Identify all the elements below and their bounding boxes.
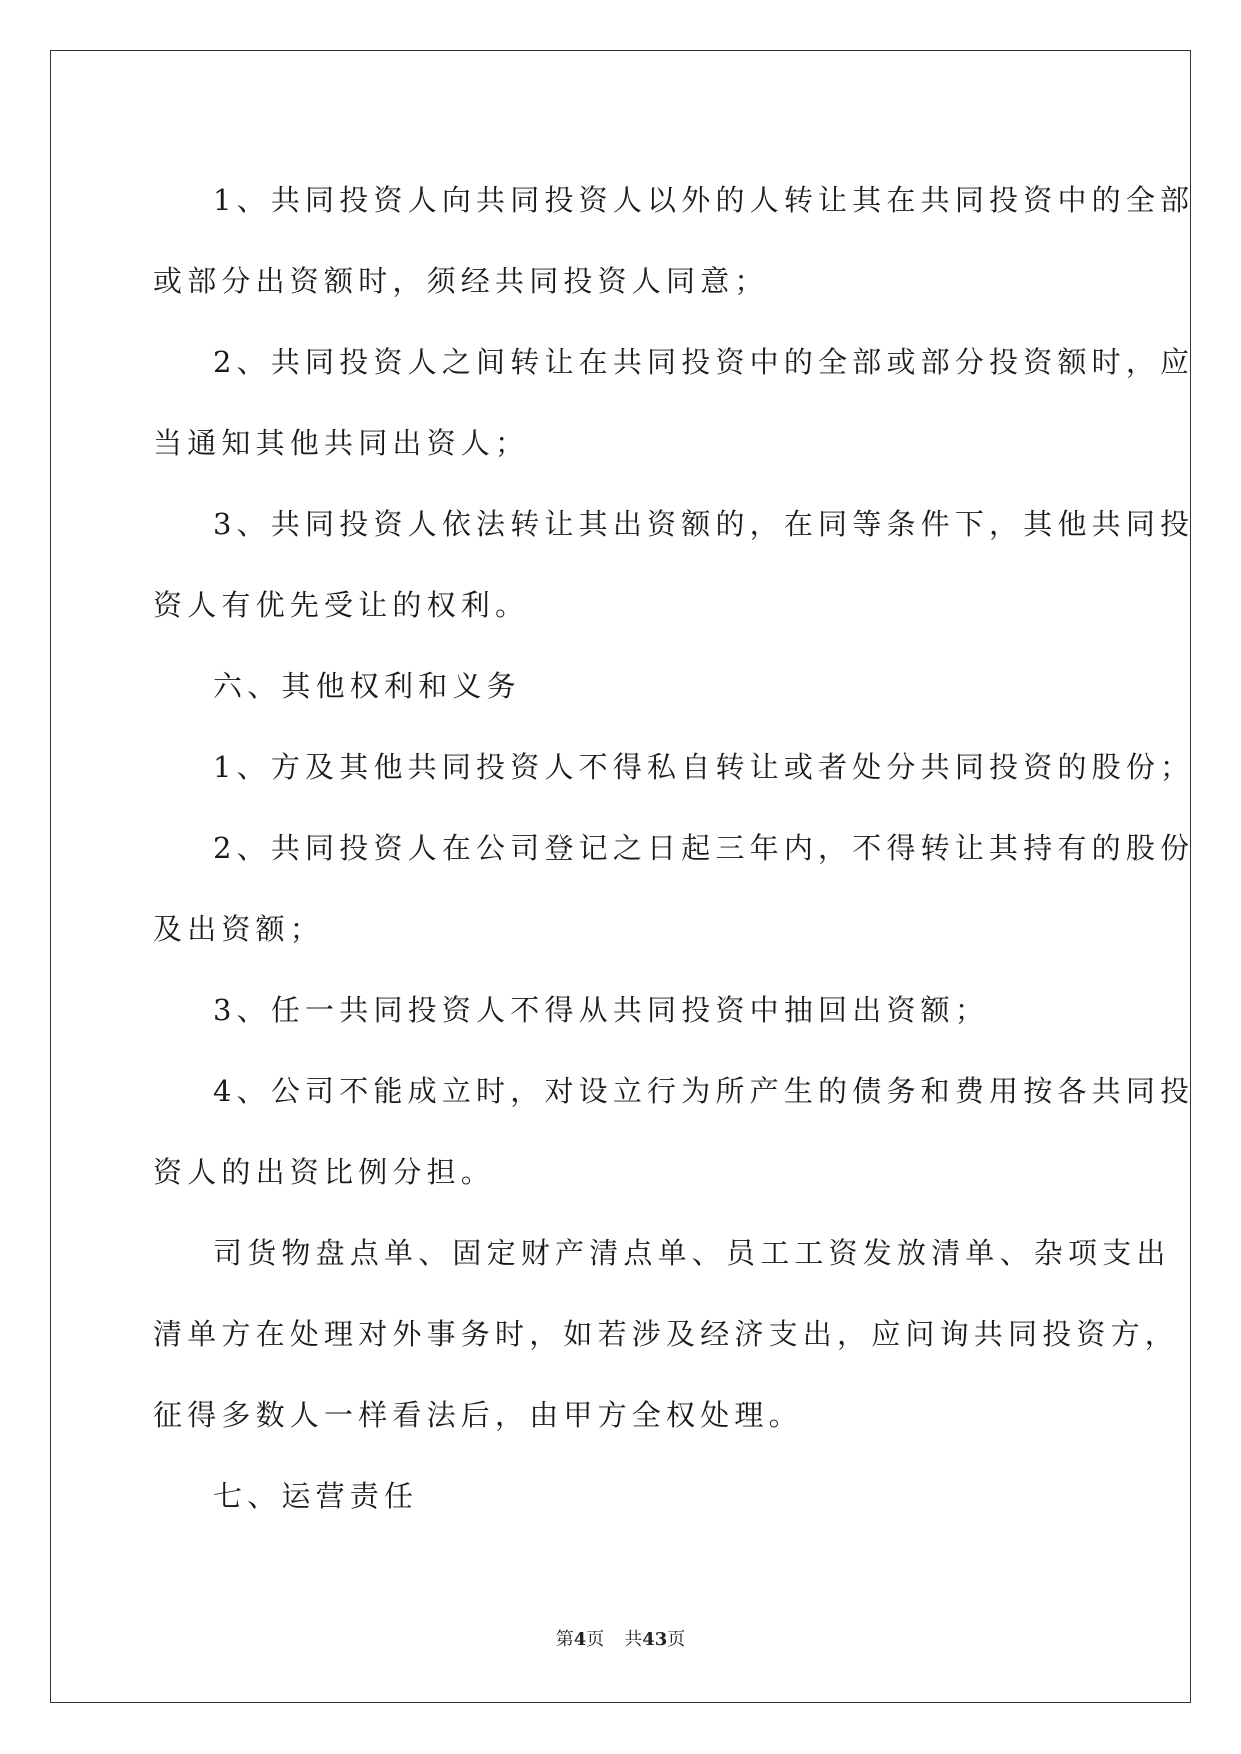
paragraph-line: 2、共同投资人之间转让在共同投资中的全部或部分投资额时，应: [213, 345, 1195, 379]
footer-page-word: 页: [586, 1629, 605, 1650]
paragraph-line: 或部分出资额时，须经共同投资人同意；: [153, 264, 769, 298]
paragraph-line: 1、方及其他共同投资人不得私自转让或者处分共同投资的股份；: [213, 750, 1195, 784]
document-body: [153, 160, 1195, 1537]
paragraph-line: 4、公司不能成立时，对设立行为所产生的债务和费用按各共同投: [213, 1074, 1195, 1108]
current-page-number: 4: [573, 1629, 587, 1650]
section-heading: 六、其他权利和义务: [213, 669, 521, 703]
paragraph-line: 1、共同投资人向共同投资人以外的人转让其在共同投资中的全部: [213, 183, 1195, 217]
footer-prefix: 第: [555, 1629, 574, 1650]
footer-total-suffix: 页: [667, 1629, 686, 1650]
paragraph-line: 资人的出资比例分担。: [153, 1155, 496, 1189]
paragraph-line: 征得多数人一样看法后，由甲方全权处理。: [153, 1398, 803, 1432]
paragraph-line: 清单方在处理对外事务时，如若涉及经济支出，应问询共同投资方，: [153, 1317, 1180, 1351]
paragraph-line: 2、共同投资人在公司登记之日起三年内，不得转让其持有的股份: [213, 831, 1195, 865]
paragraph-line: 3、共同投资人依法转让其出资额的，在同等条件下，其他共同投: [213, 507, 1195, 541]
section-heading: 七、运营责任: [213, 1479, 419, 1513]
footer-total-prefix: 共: [624, 1629, 643, 1650]
paragraph-line: 3、任一共同投资人不得从共同投资中抽回出资额；: [213, 993, 990, 1027]
paragraph-line: 及出资额；: [153, 912, 325, 946]
paragraph-line: 司货物盘点单、固定财产清点单、员工工资发放清单、杂项支出: [213, 1236, 1171, 1270]
page-footer: [0, 1625, 1241, 1651]
paragraph-line: 当通知其他共同出资人；: [153, 426, 530, 460]
paragraph-line: 资人有优先受让的权利。: [153, 588, 530, 622]
total-page-number: 43: [642, 1629, 668, 1650]
